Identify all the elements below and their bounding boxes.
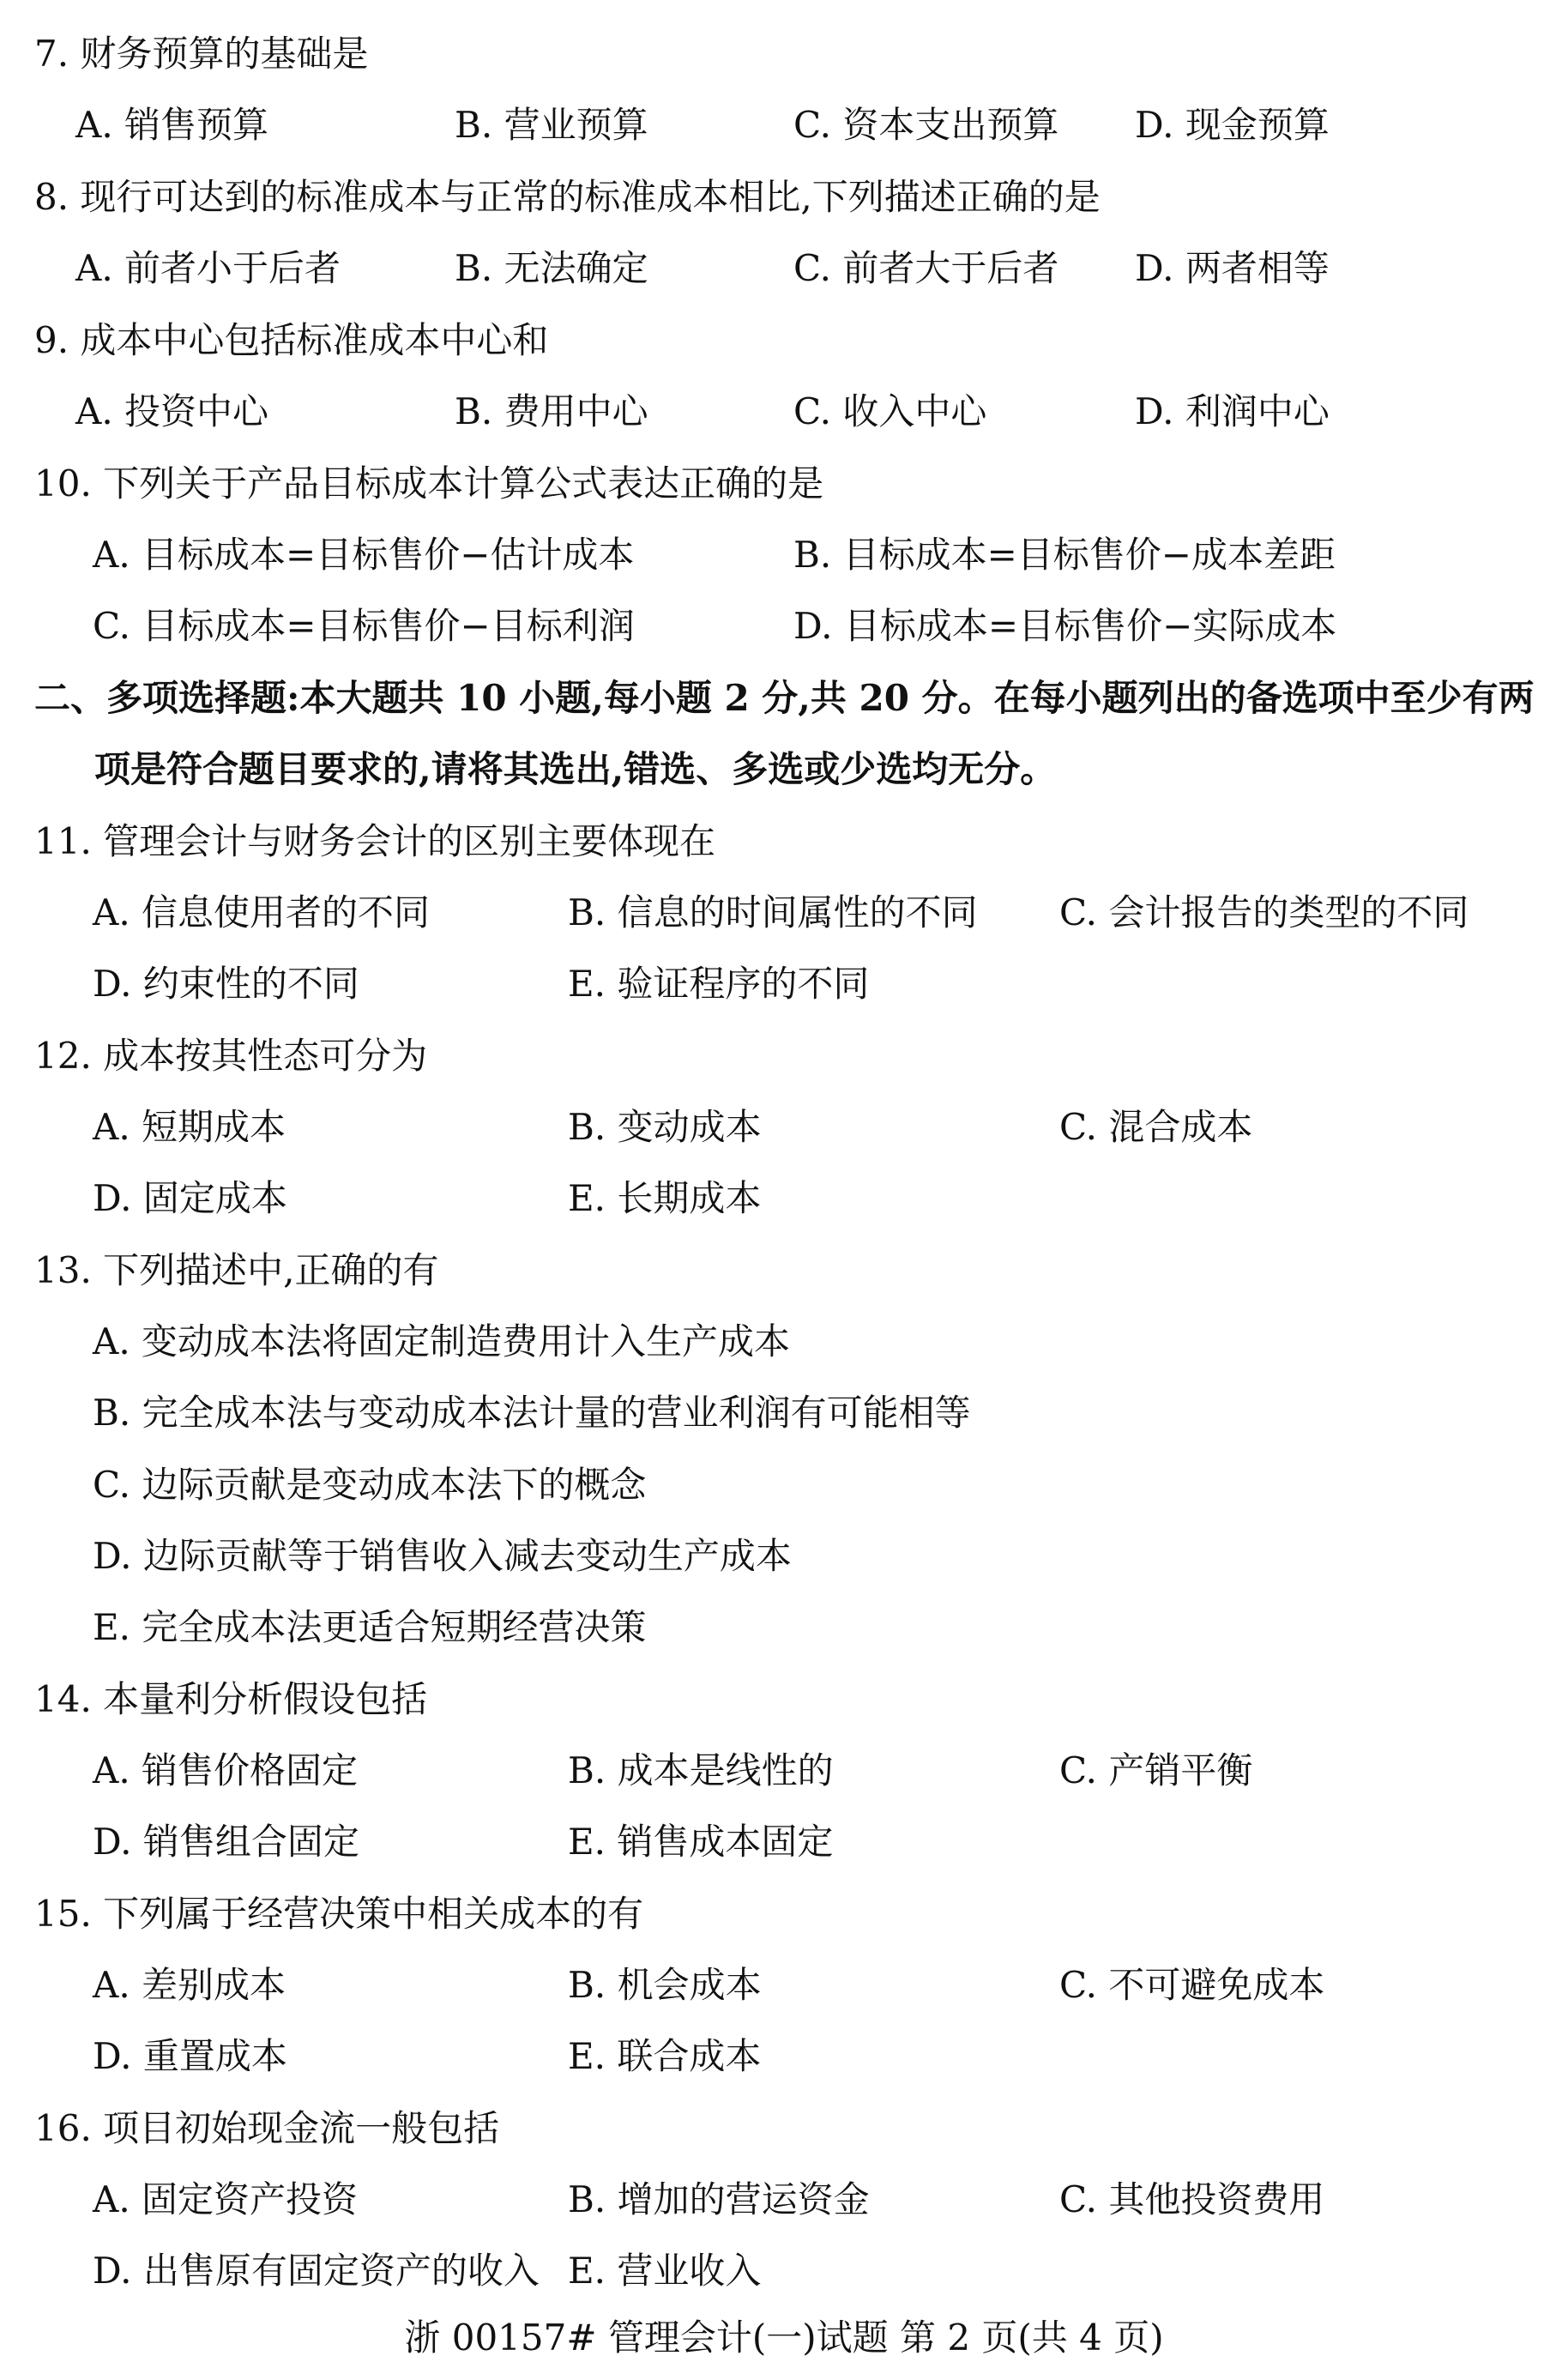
- option: A. 前者小于后者: [75, 247, 341, 289]
- section-heading-cont: 项是符合题目要求的,请将其选出,错选、多选或少选均无分。: [94, 748, 1057, 790]
- option: B. 费用中心: [455, 390, 648, 432]
- option: D. 目标成本=目标售价−实际成本: [793, 605, 1337, 647]
- option: A. 目标成本=目标售价−估计成本: [93, 534, 635, 576]
- option: B. 成本是线性的: [568, 1749, 834, 1791]
- question-stem: 16. 项目初始现金流一般包括: [34, 2107, 500, 2149]
- option: B. 营业预算: [455, 104, 648, 146]
- option: C. 资本支出预算: [793, 104, 1059, 146]
- question-stem: 9. 成本中心包括标准成本中心和: [34, 319, 549, 361]
- question-stem: 12. 成本按其性态可分为: [34, 1035, 428, 1077]
- option: A. 固定资产投资: [93, 2178, 359, 2220]
- option: C. 前者大于后者: [793, 247, 1059, 289]
- option: D. 固定成本: [93, 1177, 287, 1219]
- option: B. 信息的时间属性的不同: [568, 891, 978, 933]
- option: B. 增加的营运资金: [568, 2178, 870, 2220]
- option: A. 销售预算: [75, 104, 269, 146]
- question-stem: 13. 下列描述中,正确的有: [34, 1249, 439, 1291]
- option: D. 销售组合固定: [93, 1821, 359, 1863]
- option: B. 完全成本法与变动成本法计量的营业利润有可能相等: [93, 1392, 971, 1434]
- option: C. 产销平衡: [1059, 1749, 1253, 1791]
- option: D. 利润中心: [1135, 390, 1330, 432]
- option: B. 无法确定: [455, 247, 648, 289]
- option: C. 混合成本: [1059, 1106, 1253, 1148]
- option: A. 信息使用者的不同: [93, 891, 431, 933]
- option: A. 投资中心: [75, 390, 269, 432]
- option: D. 约束性的不同: [93, 963, 359, 1005]
- option: E. 销售成本固定: [568, 1821, 834, 1863]
- option: B. 目标成本=目标售价−成本差距: [793, 534, 1336, 576]
- option: C. 其他投资费用: [1059, 2178, 1325, 2220]
- option: A. 变动成本法将固定制造费用计入生产成本: [93, 1320, 791, 1362]
- option: E. 完全成本法更适合短期经营决策: [93, 1606, 647, 1648]
- option: A. 差别成本: [93, 1964, 286, 2006]
- question-stem: 7. 财务预算的基础是: [34, 33, 369, 75]
- option: E. 联合成本: [568, 2035, 762, 2077]
- option: A. 短期成本: [93, 1106, 286, 1148]
- option: B. 变动成本: [568, 1106, 762, 1148]
- option: C. 边际贡献是变动成本法下的概念: [93, 1464, 647, 1506]
- option: D. 出售原有固定资产的收入: [93, 2250, 540, 2292]
- option: A. 销售价格固定: [93, 1749, 359, 1791]
- question-stem: 14. 本量利分析假设包括: [34, 1678, 428, 1720]
- question-stem: 15. 下列属于经营决策中相关成本的有: [34, 1893, 644, 1935]
- question-stem: 11. 管理会计与财务会计的区别主要体现在: [34, 820, 716, 862]
- option: D. 现金预算: [1135, 104, 1330, 146]
- option: D. 两者相等: [1135, 247, 1330, 289]
- option: C. 会计报告的类型的不同: [1059, 891, 1469, 933]
- option: B. 机会成本: [568, 1964, 762, 2006]
- option: D. 边际贡献等于销售收入减去变动生产成本: [93, 1535, 792, 1577]
- option: C. 不可避免成本: [1059, 1964, 1325, 2006]
- section-heading: 二、多项选择题:本大题共 10 小题,每小题 2 分,共 20 分。在每小题列出的备选项中至少有两: [34, 677, 1535, 719]
- page-footer: 浙 00157# 管理会计(一)试题 第 2 页(共 4 页): [404, 2317, 1164, 2359]
- option: E. 长期成本: [568, 1177, 762, 1219]
- option: C. 目标成本=目标售价−目标利润: [93, 605, 635, 647]
- option: C. 收入中心: [793, 390, 987, 432]
- question-stem: 10. 下列关于产品目标成本计算公式表达正确的是: [34, 462, 824, 504]
- question-stem: 8. 现行可达到的标准成本与正常的标准成本相比,下列描述正确的是: [34, 176, 1101, 218]
- option: E. 验证程序的不同: [568, 963, 870, 1005]
- option: D. 重置成本: [93, 2035, 287, 2077]
- option: E. 营业收入: [568, 2250, 762, 2292]
